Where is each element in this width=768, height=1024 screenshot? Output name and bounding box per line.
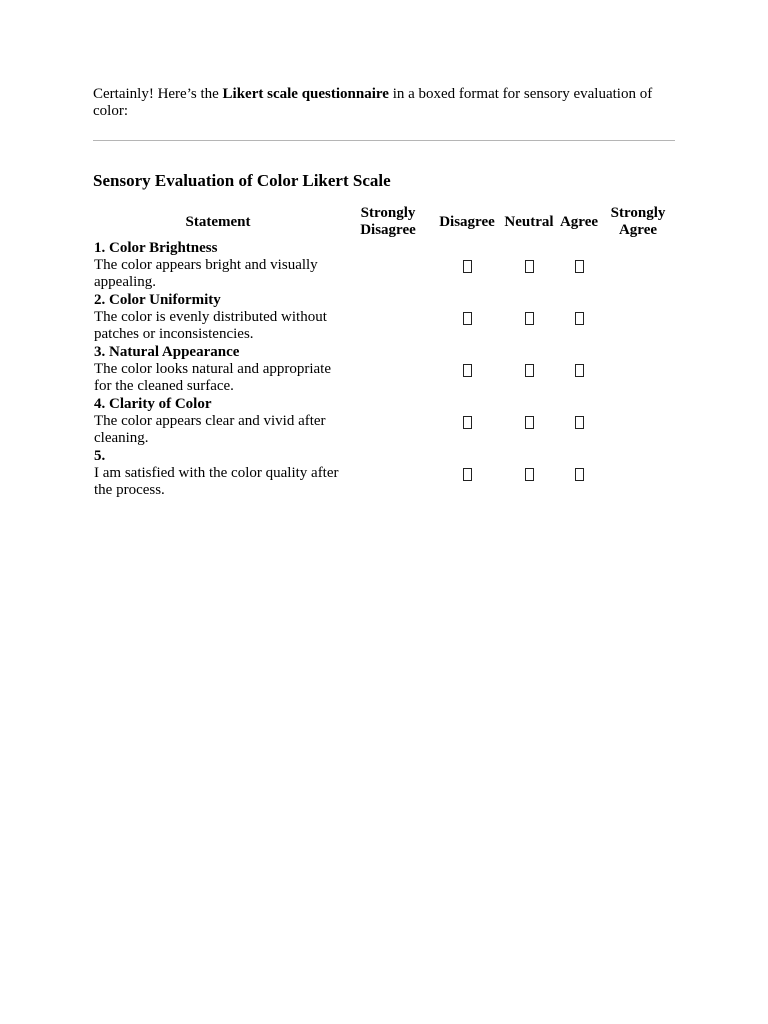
header-neutral: Neutral [504,213,554,230]
header-strongly-disagree [343,205,433,239]
header-strongly-disagree-line2: Disagree [360,222,416,238]
neutral-cell [501,291,557,343]
item-text: The color looks natural and appropriate for the cleaned surface. [94,361,331,394]
disagree-checkbox[interactable] [463,468,472,481]
item-text: The color appears clear and vivid after cleaning. [94,413,326,446]
likert-table [93,205,675,499]
disagree-checkbox[interactable] [463,260,472,273]
header-strongly-disagree-line1: Strongly [360,205,416,221]
item-title: 5. [94,448,106,464]
disagree-cell [433,395,501,447]
intro-bold: Likert scale questionnaire [222,86,389,102]
header-disagree: Disagree [439,213,495,230]
intro-prefix: Certainly! Here’s the [93,86,223,102]
agree-checkbox[interactable] [575,260,584,273]
item-text: The color appears bright and visually appealing. [94,257,318,290]
header-strongly-agree-line2: Agree [618,222,658,238]
table-row [93,239,675,291]
intro-suffix: in a boxed format for sensory evaluation of color: [93,86,653,119]
agree-cell [557,239,601,291]
statement-cell [93,343,343,395]
horizontal-rule [93,140,675,141]
agree-checkbox[interactable] [575,468,584,481]
strongly-agree-cell [601,343,675,395]
disagree-cell [433,239,501,291]
disagree-cell [433,447,501,499]
agree-checkbox[interactable] [575,312,584,325]
statement-cell [93,291,343,343]
neutral-cell [501,447,557,499]
item-title: 4. Clarity of Color [94,396,212,412]
item-title: 3. Natural Appearance [94,344,240,360]
strongly-agree-cell [601,447,675,499]
strongly-disagree-cell [343,395,433,447]
intro-paragraph [93,86,675,120]
agree-cell [557,343,601,395]
disagree-checkbox[interactable] [463,364,472,377]
item-text: The color is evenly distributed without patches or inconsistencies. [94,309,327,342]
agree-cell [557,395,601,447]
strongly-disagree-cell [343,343,433,395]
neutral-cell [501,395,557,447]
strongly-agree-cell [601,291,675,343]
header-agree: Agree [559,213,599,230]
item-title: 1. Color Brightness [94,240,218,256]
table-row [93,395,675,447]
neutral-cell [501,239,557,291]
statement-cell [93,239,343,291]
header-strongly-agree-line1: Strongly [610,205,666,221]
item-title: 2. Color Uniformity [94,292,221,308]
neutral-checkbox[interactable] [525,364,534,377]
table-row [93,447,675,499]
neutral-checkbox[interactable] [525,416,534,429]
agree-cell [557,447,601,499]
item-text: I am satisfied with the color quality after the process. [94,465,339,498]
strongly-agree-cell [601,395,675,447]
agree-checkbox[interactable] [575,364,584,377]
table-row [93,343,675,395]
strongly-disagree-cell [343,447,433,499]
table-row [93,291,675,343]
header-strongly-agree [601,205,675,239]
table-header-row [93,205,675,239]
section-title: Sensory Evaluation of Color Likert Scale [93,171,391,190]
neutral-checkbox[interactable] [525,468,534,481]
header-statement: Statement [185,213,251,230]
disagree-checkbox[interactable] [463,416,472,429]
strongly-disagree-cell [343,239,433,291]
strongly-disagree-cell [343,291,433,343]
neutral-checkbox[interactable] [525,260,534,273]
disagree-cell [433,343,501,395]
document-page [93,86,675,499]
statement-cell [93,447,343,499]
agree-checkbox[interactable] [575,416,584,429]
disagree-checkbox[interactable] [463,312,472,325]
disagree-cell [433,291,501,343]
neutral-checkbox[interactable] [525,312,534,325]
strongly-agree-cell [601,239,675,291]
neutral-cell [501,343,557,395]
agree-cell [557,291,601,343]
statement-cell [93,395,343,447]
